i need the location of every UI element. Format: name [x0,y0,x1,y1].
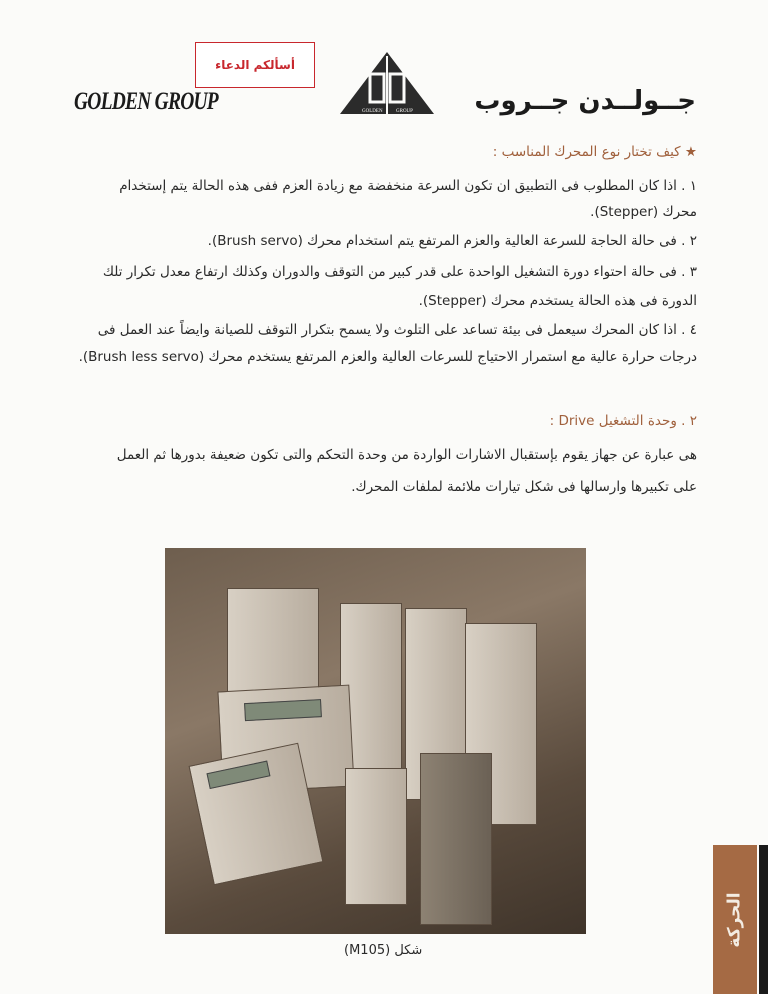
golden-group-logo [340,52,434,116]
paragraph-line: محرك (Stepper). [590,204,697,220]
paragraph-line: درجات حرارة عالية مع استمرار الاحتياج للسرعات العالية والعزم المرتفع يستخدم محرك (Brush less servo). [78,349,697,365]
page-edge-shadow [759,845,768,994]
brand-name-english: GOLDEN GROUP [74,88,218,115]
chapter-tab-label: الحركة [725,891,746,948]
paragraph-line: الدورة فى هذه الحالة يستخدم محرك (Stepper). [418,293,697,309]
paragraph-line: ٤ . اذا كان المحرك سيعمل فى بيئة تساعد على التلوث ولا يسمح بتكرار التوقف للصيانة وايضاً عند العمل فى [97,322,697,338]
chapter-side-tab [713,845,757,994]
logo-text-right: GROUP [396,109,413,114]
brand-name-arabic: جــولــدن جــروب [474,86,696,116]
figure-caption: شكل (M105) [344,943,423,958]
notice-text: أسألكم الدعاء [215,58,295,72]
paragraph-line: هى عبارة عن جهاز يقوم بإستقبال الاشارات الواردة من وحدة التحكم والتى تكون ضعيفة بدورها ثم العمل [116,447,697,463]
section-heading-drive: ٢ . وحدة التشغيل Drive : [549,413,697,429]
notice-box [195,42,315,88]
drive-units-photo [165,548,586,934]
logo-text-left: GOLDEN [362,109,383,114]
paragraph-line: ١ . اذا كان المطلوب فى التطبيق ان تكون السرعة منخفضة مع زيادة العزم ففى هذه الحالة يتم إستخدام [119,178,697,194]
paragraph-line: ٢ . فى حالة الحاجة للسرعة العالية والعزم المرتفع يتم استخدام محرك (Brush servo). [207,233,697,249]
paragraph-line: على تكبيرها وارسالها فى شكل تيارات ملائمة لملفات المحرك. [351,479,697,495]
paragraph-line: ٣ . فى حالة احتواء دورة التشغيل الواحدة على قدر كبير من التوقف والدوران وكذلك ارتفاع معدل تكرار تلك [102,264,697,280]
section-heading-motor-choice: ★ كيف تختار نوع المحرك المناسب : [492,144,697,160]
